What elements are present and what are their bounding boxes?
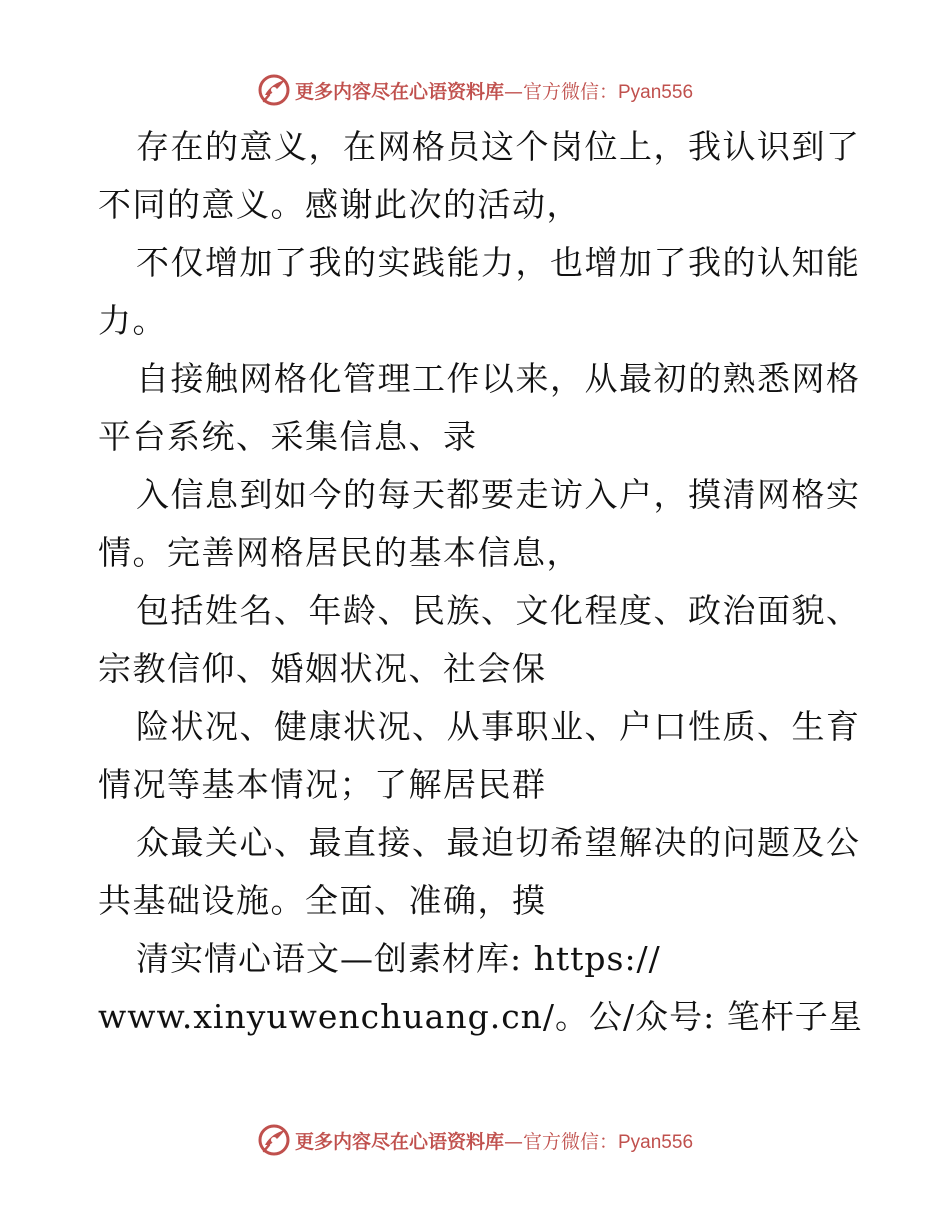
paragraph-line: 存在的意义，在网格员这个岗位上，我认识到了 xyxy=(136,127,861,166)
paragraph-line: 入信息到如今的每天都要走访入户，摸清网格实 xyxy=(136,475,861,514)
banner-main-text: 更多内容尽在心语资料库 xyxy=(294,1130,504,1153)
paragraph-line: 共基础设施。全面、准确，摸 xyxy=(98,881,547,920)
paragraph-line: 众最关心、最直接、最迫切希望解决的问题及公 xyxy=(136,823,861,862)
header-banner xyxy=(0,70,950,110)
banner-main-text: 更多内容尽在心语资料库 xyxy=(294,80,504,103)
banner-dash: — xyxy=(503,1130,523,1153)
paragraph-line: 险状况、健康状况、从事职业、户口性质、生育 xyxy=(136,707,861,746)
paragraph-line: 清实情心语文—创素材库: https:// xyxy=(136,939,661,978)
document-body xyxy=(98,118,863,1046)
paragraph-line: 情况等基本情况；了解居民群 xyxy=(98,765,547,804)
banner-wechat-id: Pyan556 xyxy=(618,1131,694,1153)
paragraph-line: 自接触网格化管理工作以来，从最初的熟悉网格 xyxy=(136,359,861,398)
banner-wechat-label: 官方微信： xyxy=(522,80,618,103)
banner-wechat-id: Pyan556 xyxy=(618,81,694,103)
banner-text xyxy=(295,1127,693,1154)
footer-banner xyxy=(0,1120,950,1160)
paragraph-line: www.xinyuwenchuang.cn/。公/众号: 笔杆子星 xyxy=(98,997,863,1036)
banner-dash: — xyxy=(503,80,523,103)
banner-text xyxy=(295,77,693,104)
paragraph-line: 包括姓名、年龄、民族、文化程度、政治面貌、 xyxy=(136,591,861,630)
quill-logo-icon xyxy=(257,1123,291,1157)
paragraph-line: 宗教信仰、婚姻状况、社会保 xyxy=(98,649,547,688)
paragraph-line: 情。完善网格居民的基本信息， xyxy=(98,533,581,572)
paragraph-line: 力。 xyxy=(98,301,167,340)
paragraph-line: 不同的意义。感谢此次的活动， xyxy=(98,185,581,224)
paragraph-line: 不仅增加了我的实践能力，也增加了我的认知能 xyxy=(136,243,861,282)
banner-wechat-label: 官方微信： xyxy=(522,1130,618,1153)
paragraph-line: 平台系统、采集信息、录 xyxy=(98,417,478,456)
quill-logo-icon xyxy=(257,73,291,107)
